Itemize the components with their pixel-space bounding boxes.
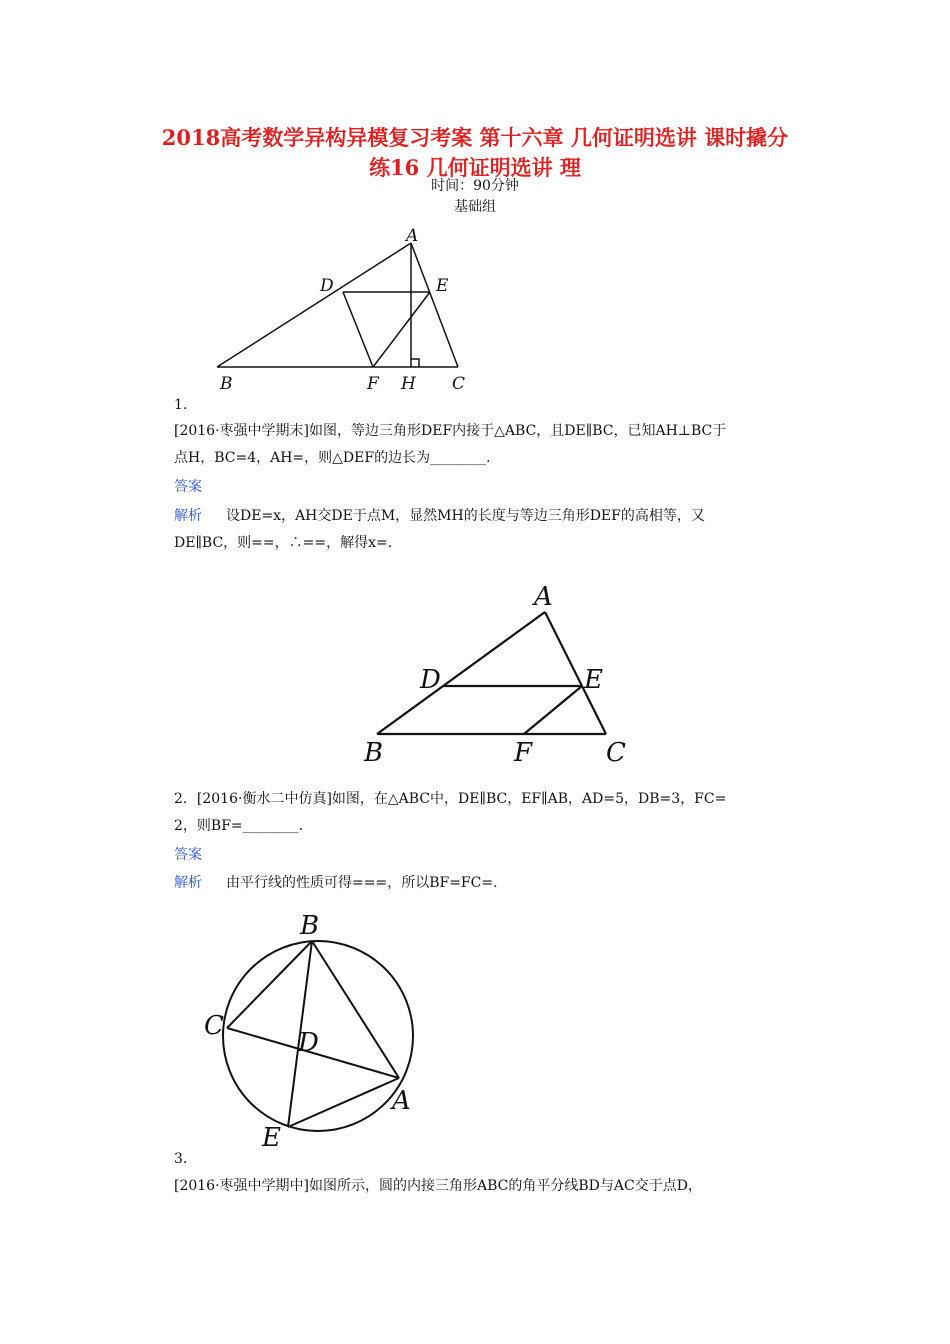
label-d: D [420,665,441,695]
label-b: B [220,374,233,394]
segment-ef [373,292,430,367]
label-c: C [204,1011,224,1041]
q3-text-line1: [2016·枣强中学期中]如图所示，圆的内接三角形ABC的角平分线BD与AC交于点D， [174,1178,702,1194]
q1-text-line2: 点H，BC=4，AH=，则△DEF的边长为________. [174,450,491,466]
figure-1 [190,215,480,398]
label-f: F [367,374,379,394]
doc-title-line1: 2018高考数学异构异模复习考案 第十六章 几何证明选讲 课时撬分 [161,125,789,150]
label-e: E [436,276,449,296]
q1-analysis-line2: DE∥BC，则==，∴==，解得x=. [174,535,393,551]
q2-analysis-text: 由平行线的性质可得===，所以BF=FC=. [226,875,498,891]
segment-ef [524,686,582,734]
q2-text-line1: 2．[2016·衡水二中仿真]如图，在△ABC中，DE∥BC，EF∥AB，AD=5，DB=3，FC= [174,791,727,807]
label-b: B [300,911,320,941]
q1-analysis-text: 设DE=x，AH交DE于点M，显然MH的长度与等边三角形DEF的高相等，又 [226,508,705,524]
label-a: A [534,582,553,612]
figure-3 [190,900,435,1150]
label-d: D [298,1028,319,1058]
segment-df [343,292,373,367]
figure-2 [340,568,645,780]
doc-title-line2: 练16 几何证明选讲 理 [369,155,581,180]
right-angle-mark [411,359,419,367]
q3-number: 3. [174,1151,188,1167]
segment-ea [288,1078,399,1127]
group-heading: 基础组 [454,199,496,215]
label-e: E [584,665,603,695]
time-limit: 时间：90分钟 [431,178,519,194]
q2-text-line2: 2，则BF=________. [174,818,304,834]
q1-analysis-label: 解析 [174,508,202,524]
q1-text-line1: [2016·枣强中学期末]如图，等边三角形DEF内接于△ABC，且DE∥BC，已知AH⊥BC于 [174,423,727,439]
segment-ac [411,243,458,367]
segment-ab [217,243,411,367]
q2-answer-label: 答案 [174,847,202,863]
label-f: F [514,738,533,768]
q1-number: 1. [174,397,188,413]
segment-ab [377,612,545,734]
label-a: A [392,1086,411,1116]
q1-analysis-line1 [174,503,814,530]
label-b: B [364,738,384,768]
q2-analysis-label: 解析 [174,875,202,891]
label-a: A [406,226,419,246]
label-d: D [320,276,334,296]
label-h: H [401,374,416,394]
q1-answer-label: 答案 [174,479,202,495]
label-c: C [606,738,626,768]
label-c: C [452,374,466,394]
q2-analysis [174,870,814,897]
label-e: E [262,1123,281,1150]
